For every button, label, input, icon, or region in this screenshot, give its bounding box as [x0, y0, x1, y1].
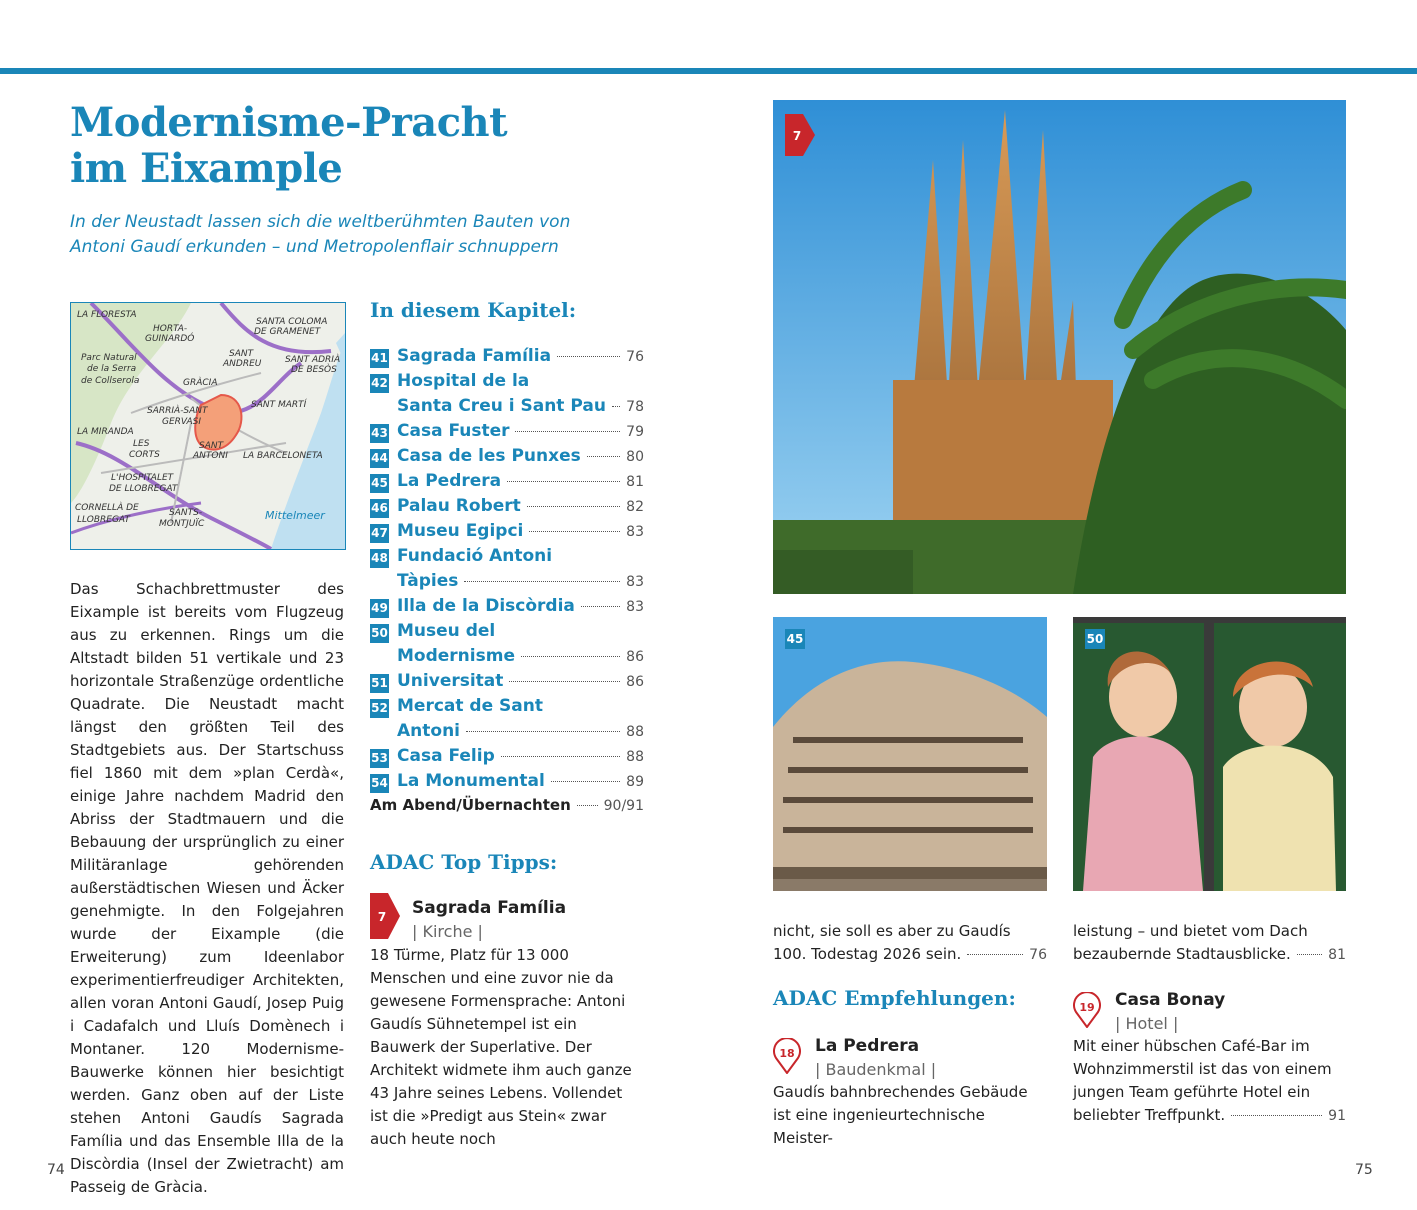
- recommendation-line: leistung – und bietet vom Dach: [1073, 922, 1308, 940]
- toc-entry-name: Museu del: [397, 621, 496, 641]
- tip-cont-line-2: [773, 943, 1047, 967]
- toc-leader: [527, 506, 620, 507]
- toc-number-badge: 46: [370, 499, 389, 518]
- page-number-left: 74: [47, 1162, 65, 1178]
- toc-indent: [370, 724, 389, 743]
- svg-text:LA FLORESTA: LA FLORESTA: [77, 310, 137, 320]
- recommendation-last-line: [1073, 943, 1346, 967]
- toc-entry[interactable]: [370, 496, 644, 521]
- toc-line: [370, 596, 644, 621]
- svg-text:Mittelmeer: Mittelmeer: [265, 509, 325, 522]
- toc-number-badge: 54: [370, 774, 389, 793]
- svg-text:7: 7: [792, 129, 802, 143]
- recommendations-heading-text: ADAC Empfehlungen:: [773, 986, 1016, 1010]
- toc-number-badge: 52: [370, 699, 389, 718]
- toc-number-badge: 50: [370, 624, 389, 643]
- toc-entry-name: Museu Egipci: [397, 521, 524, 541]
- toc-entry-name: Casa Fuster: [397, 421, 510, 441]
- recommendation-line: beliebter Treffpunkt.: [1073, 1106, 1226, 1124]
- intro-body-text: Das Schachbrettmuster des Eixample ist bereits vom Flugzeug aus zu erkennen. Rings um die Altstadt bilden 51 vertikale und 23 horizontale Straßenzüge ordentliche Quadrate. Die Neustadt macht längst den größten Teil des Stadtgebiets aus. Der Startschuss fiel 1860 mit dem »plan Cerdà«, einige Jahre nachdem Madrid den Abriss der Stadtmauern und die Bebauung der ursprünglich zu einer Militäranlage gehörenden außerstädtischen Wiesen und Äcker genehmigte. In den Folgejahren wurde der Eixample (die Erweiterung) zum Ideenlabor experimentierfreudiger Architekten, allen voran Antoni Gaudí, Josep Puig i Cadafalch und Lluís Domènech i Montaner. 120 Modernisme-Bauwerke können hier besichtigt werden. Ganz oben auf der Liste stehen Antoni Gaudís Sagrada Família und das Ensemble Illa de la Discòrdia (Insel der Zwietracht) am Passeig de Gràcia.: [70, 580, 344, 1196]
- toc-page-number: 80: [626, 449, 644, 465]
- la-pedrera-photo: [773, 617, 1047, 891]
- toc-leader: [515, 431, 620, 432]
- recommendation-category: | Hotel |: [1115, 1014, 1179, 1033]
- toc-leader: [521, 656, 620, 657]
- tip-title: Sagrada Família: [412, 898, 567, 918]
- toc-number-badge: 42: [370, 374, 389, 393]
- svg-text:CORNELLÀ DE: CORNELLÀ DE: [75, 503, 139, 513]
- toc-line: [370, 471, 644, 496]
- toc-leader: [509, 681, 620, 682]
- recommendation-line: jungen Team geführte Hotel ein: [1073, 1083, 1311, 1101]
- chapter-title: [70, 100, 630, 192]
- recommendation-title: Casa Bonay: [1115, 990, 1226, 1010]
- recommendation-line: Wohnzimmerstil ist das von einem: [1073, 1060, 1332, 1078]
- toc-page-number: 83: [626, 599, 644, 615]
- toc-leader: [577, 805, 598, 806]
- toc-number-badge: 43: [370, 424, 389, 443]
- svg-text:de la Serra: de la Serra: [87, 364, 137, 374]
- svg-text:SANTA COLOMA: SANTA COLOMA: [256, 317, 328, 327]
- toc-entry-name: Casa de les Punxes: [397, 446, 581, 466]
- top-tips-heading-text: ADAC Top Tipps:: [370, 850, 558, 874]
- toc-entry-name: La Monumental: [397, 771, 545, 791]
- tip-marker-icon: [370, 893, 400, 939]
- toc-indent: [370, 574, 389, 593]
- svg-text:SANT: SANT: [229, 349, 254, 359]
- svg-text:SANT MARTÍ: SANT MARTÍ: [251, 400, 307, 410]
- toc-number-badge: 48: [370, 549, 389, 568]
- toc-number-badge: 45: [370, 474, 389, 493]
- toc-leader: [587, 456, 620, 457]
- toc-evening-label: Am Abend/Übernachten: [370, 796, 571, 814]
- toc-entry[interactable]: [370, 421, 644, 446]
- toc-line: [370, 546, 644, 571]
- svg-text:7: 7: [377, 910, 387, 924]
- toc-number-badge: 41: [370, 349, 389, 368]
- svg-text:GUINARDÓ: GUINARDÓ: [145, 334, 195, 344]
- chapter-contents-heading: [370, 298, 576, 322]
- svg-text:ANDREU: ANDREU: [223, 359, 262, 369]
- toc-entry[interactable]: [370, 346, 644, 371]
- toc-line: [370, 646, 644, 671]
- toc-leader: [551, 781, 620, 782]
- recommendations-heading: [773, 986, 1016, 1010]
- toc-entry-name: Sagrada Família: [397, 346, 552, 366]
- photo-badge: 50: [1085, 629, 1105, 649]
- toc-page-number: 86: [626, 649, 644, 665]
- toc-entry[interactable]: [370, 471, 644, 496]
- svg-text:LA BARCELONETA: LA BARCELONETA: [243, 451, 323, 461]
- svg-text:HORTA-: HORTA-: [153, 324, 188, 334]
- toc-page-number: 86: [626, 674, 644, 690]
- toc-entry-name: Universitat: [397, 671, 504, 691]
- recommendation-line: Gaudís bahnbrechendes Gebäude: [773, 1083, 1028, 1101]
- chapter-subtitle: [70, 210, 590, 260]
- svg-text:SARRIÀ-SANT: SARRIÀ-SANT: [147, 406, 208, 416]
- toc-entry[interactable]: [370, 446, 644, 471]
- chapter-contents-list: [370, 346, 644, 821]
- svg-text:18: 18: [779, 1047, 795, 1060]
- svg-text:ANTONI: ANTONI: [193, 451, 228, 461]
- svg-text:L'HOSPITALET: L'HOSPITALET: [111, 473, 174, 483]
- tip-cont-text: 100. Todestag 2026 sein.: [773, 945, 962, 963]
- toc-page-number: 88: [626, 749, 644, 765]
- district-map: [70, 302, 346, 550]
- recommendation-line: bezaubernde Stadtausblicke.: [1073, 945, 1291, 963]
- toc-line: [370, 621, 644, 646]
- toc-page-number: 82: [626, 499, 644, 515]
- map-graphic: [71, 303, 345, 549]
- toc-entry[interactable]: [370, 546, 644, 596]
- toc-entry-name: Antoni: [397, 721, 460, 741]
- toc-entry[interactable]: [370, 671, 644, 696]
- recommendation-line: ist eine ingenieurtechnische Meister-: [773, 1106, 985, 1147]
- svg-text:Parc Natural: Parc Natural: [81, 353, 137, 363]
- toc-indent: [370, 399, 389, 418]
- tip-category: | Kirche |: [412, 922, 483, 941]
- toc-leader: [501, 756, 620, 757]
- toc-line: [370, 696, 644, 721]
- toc-entry[interactable]: [370, 621, 644, 671]
- toc-leader: [581, 606, 620, 607]
- toc-number-badge: 51: [370, 674, 389, 693]
- toc-entry-name: Fundació Antoni: [397, 546, 553, 566]
- tip-description: 18 Türme, Platz für 13 000 Menschen und eine zuvor nie da gewesene Formensprache: Antoni Gaudís Sühnetempel ist ein Bauwerk der Superlative. Der Architekt widmete ihm auch ganze 43 Jahre seines Lebens. Vollendet ist die »Predigt aus Stein« zwar auch heute noch: [370, 946, 632, 1148]
- toc-entry[interactable]: [370, 371, 644, 421]
- toc-entry[interactable]: [370, 696, 644, 746]
- svg-text:DE BESÒS: DE BESÒS: [291, 365, 337, 375]
- svg-text:SANT: SANT: [199, 441, 224, 451]
- toc-page-number: 81: [626, 474, 644, 490]
- toc-page-number: 78: [626, 399, 644, 415]
- location-pin-icon: [773, 1038, 801, 1074]
- svg-text:MONTJUÏC: MONTJUÏC: [159, 519, 205, 529]
- toc-line: [370, 671, 644, 696]
- toc-line: [370, 346, 644, 371]
- svg-text:LLOBREGAT: LLOBREGAT: [77, 515, 130, 525]
- svg-text:DE LLOBREGAT: DE LLOBREGAT: [109, 484, 178, 494]
- toc-entry-name: Tàpies: [397, 571, 459, 591]
- recommendation-leader: [1297, 954, 1322, 955]
- recommendation-leader: [1231, 1115, 1322, 1116]
- photo-badge: 45: [785, 629, 805, 649]
- recommendation-category: | Baudenkmal |: [815, 1060, 937, 1079]
- recommendation-page: 91: [1328, 1108, 1346, 1124]
- recommendation-continuation: [1073, 920, 1346, 967]
- toc-leader: [466, 731, 620, 732]
- photo-marker-icon: [785, 114, 815, 156]
- toc-line: [370, 571, 644, 596]
- toc-entry-name: Santa Creu i Sant Pau: [397, 396, 606, 416]
- recommendation-text: [773, 1081, 1047, 1150]
- toc-page-number: 83: [626, 524, 644, 540]
- toc-entry-name: Illa de la Discòrdia: [397, 596, 575, 616]
- toc-page-number: 90/91: [603, 798, 644, 814]
- subtitle-line-1: In der Neustadt lassen sich die weltberühmten Bauten von: [70, 212, 571, 232]
- toc-leader: [612, 406, 620, 407]
- sagrada-familia-photo: [773, 100, 1346, 594]
- svg-text:SANTS-: SANTS-: [169, 508, 203, 518]
- chapter-title-line-1: Modernisme-Pracht: [70, 99, 508, 146]
- toc-evening-entry[interactable]: [370, 796, 644, 821]
- toc-number-badge: 53: [370, 749, 389, 768]
- recommendation-title: La Pedrera: [815, 1036, 920, 1056]
- toc-entry[interactable]: [370, 521, 644, 546]
- location-pin-icon: [1073, 992, 1101, 1028]
- toc-page-number: 83: [626, 574, 644, 590]
- toc-number-badge: 49: [370, 599, 389, 618]
- museu-del-modernisme-photo: [1073, 617, 1346, 891]
- toc-leader: [507, 481, 620, 482]
- svg-text:de Collserola: de Collserola: [81, 376, 140, 386]
- tip-leader: [967, 954, 1023, 955]
- toc-line: [370, 446, 644, 471]
- toc-number-badge: 47: [370, 524, 389, 543]
- toc-line: [370, 396, 644, 421]
- svg-text:LA MIRANDA: LA MIRANDA: [77, 427, 134, 437]
- chapter-title-line-2: im Eixample: [70, 145, 343, 192]
- svg-text:GERVASI: GERVASI: [162, 417, 201, 427]
- svg-text:DE GRAMENET: DE GRAMENET: [254, 327, 321, 337]
- toc-entry-name: Palau Robert: [397, 496, 521, 516]
- toc-leader: [529, 531, 620, 532]
- toc-leader: [464, 581, 620, 582]
- contents-heading-text: In diesem Kapitel:: [370, 298, 577, 322]
- page-number-right: 75: [1355, 1162, 1373, 1178]
- tip-page: 76: [1029, 947, 1047, 963]
- recommendation-page: 81: [1328, 947, 1346, 963]
- top-rule: [0, 68, 1417, 74]
- recommendation-last-line: [1073, 1104, 1346, 1128]
- svg-text:CORTS: CORTS: [129, 450, 160, 460]
- toc-line: [370, 371, 644, 396]
- toc-entry[interactable]: [370, 746, 644, 771]
- toc-entry-name: La Pedrera: [397, 471, 502, 491]
- toc-number-badge: 44: [370, 449, 389, 468]
- svg-text:SANT ADRIÀ: SANT ADRIÀ: [285, 355, 341, 365]
- toc-entry-name: Mercat de Sant: [397, 696, 543, 716]
- toc-page-number: 89: [626, 774, 644, 790]
- toc-line: [370, 721, 644, 746]
- toc-line: [370, 421, 644, 446]
- subtitle-line-2: Antoni Gaudí erkunden – und Metropolenflair schnuppern: [70, 237, 559, 257]
- toc-indent: [370, 649, 389, 668]
- recommendation-text: [1073, 1035, 1346, 1128]
- svg-text:19: 19: [1079, 1001, 1095, 1014]
- tip-cont-line-1: nicht, sie soll es aber zu Gaudís: [773, 922, 1011, 940]
- toc-page-number: 79: [626, 424, 644, 440]
- toc-entry[interactable]: [370, 596, 644, 621]
- toc-line: [370, 746, 644, 771]
- toc-entry-name: Casa Felip: [397, 746, 495, 766]
- tip-continuation: [773, 920, 1047, 967]
- toc-entry-name: Hospital de la: [397, 371, 530, 391]
- toc-leader: [557, 356, 620, 357]
- toc-line: [370, 771, 644, 796]
- svg-text:LES: LES: [133, 439, 150, 449]
- toc-page-number: 88: [626, 724, 644, 740]
- top-tips-heading: [370, 850, 557, 874]
- recommendation-line: Mit einer hübschen Café-Bar im: [1073, 1037, 1310, 1055]
- toc-entry[interactable]: [370, 771, 644, 796]
- svg-text:GRÀCIA: GRÀCIA: [183, 378, 218, 388]
- toc-line: [370, 496, 644, 521]
- toc-page-number: 76: [626, 349, 644, 365]
- toc-entry-name: Modernisme: [397, 646, 515, 666]
- toc-line: [370, 521, 644, 546]
